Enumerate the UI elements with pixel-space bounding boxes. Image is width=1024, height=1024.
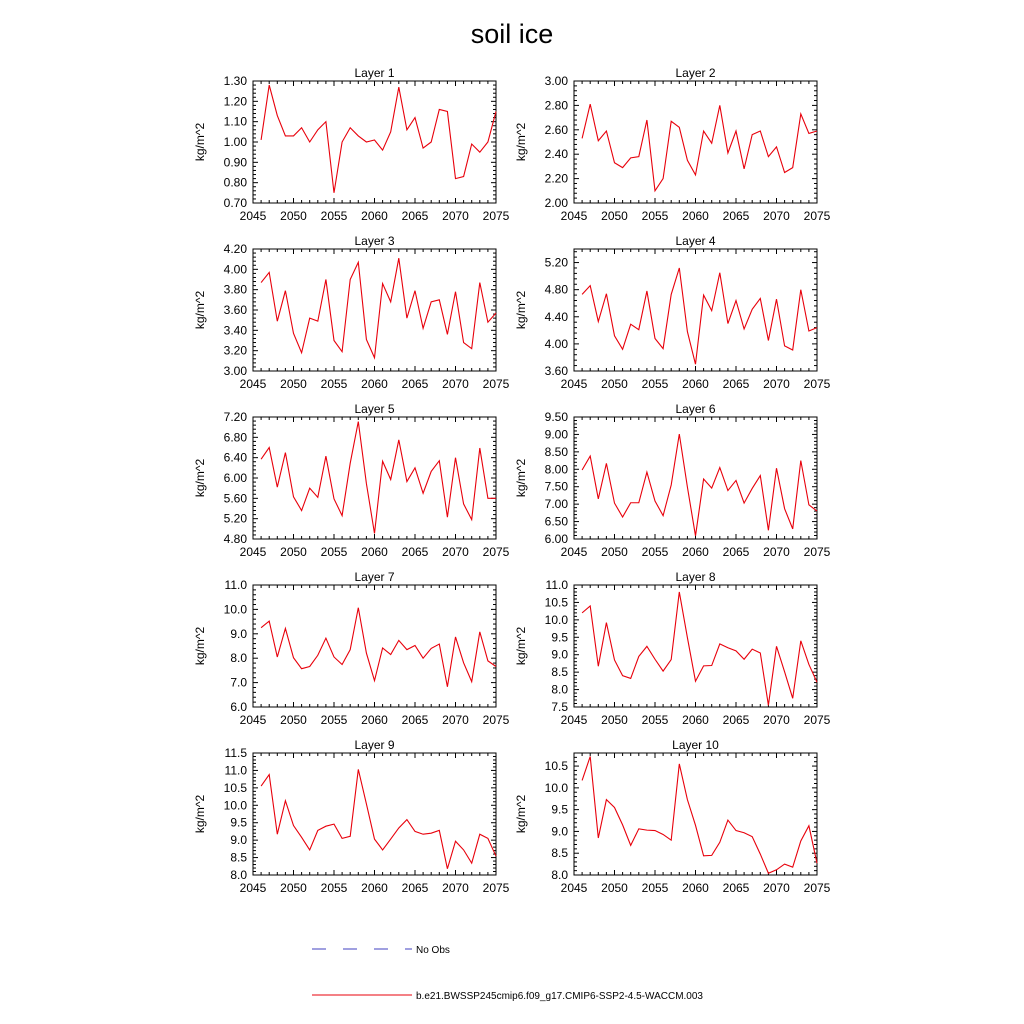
x-tick-label: 2075 [803,545,831,559]
x-tick-label: 2060 [682,545,709,559]
x-tick-label: 2065 [401,881,429,895]
x-tick-label: 2045 [560,545,588,559]
x-tick-label: 2065 [401,377,429,391]
x-tick-label: 2070 [763,209,790,223]
panel-title: Layer 1 [354,66,395,80]
y-tick-label: 3.60 [223,303,247,317]
x-tick-label: 2050 [280,377,307,391]
series-line [582,756,817,873]
y-tick-label: 9.00 [544,427,568,442]
x-tick-label: 2060 [361,377,388,391]
x-tick-label: 2060 [682,713,709,727]
panels-grid [193,66,831,895]
x-tick-label: 2055 [641,881,669,895]
y-axis-label: kg/m^2 [514,794,528,834]
y-tick-label: 6.80 [223,430,247,445]
x-tick-label: 2045 [239,377,267,391]
x-tick-label: 2060 [361,209,388,223]
panel-layer-3 [193,234,510,391]
series-line [261,769,496,868]
panel-layer-6 [514,402,831,559]
y-tick-label: 2.00 [544,196,568,210]
y-axis-label: kg/m^2 [193,122,207,162]
x-tick-label: 2055 [641,713,669,727]
x-tick-label: 2065 [722,377,750,391]
panel-layer-10 [514,738,831,895]
panel-title: Layer 6 [675,402,716,416]
y-tick-label: 0.70 [223,196,247,210]
y-tick-label: 4.00 [223,262,247,277]
x-tick-label: 2060 [682,209,709,223]
y-tick-label: 7.50 [544,479,568,494]
chart-title: soil ice [470,19,554,49]
panel-title: Layer 10 [672,738,719,752]
x-tick-label: 2055 [641,545,669,559]
x-tick-label: 2050 [601,881,628,895]
y-axis-label: kg/m^2 [514,458,528,498]
x-tick-label: 2070 [763,377,790,391]
x-tick-label: 2060 [361,713,388,727]
legend-obs-label: No Obs [416,945,450,956]
x-tick-label: 2065 [401,209,429,223]
x-tick-label: 2075 [803,881,831,895]
x-tick-label: 2045 [239,545,267,559]
series-line [582,104,817,191]
y-tick-label: 2.80 [544,98,568,113]
y-tick-label: 4.80 [223,532,247,546]
x-tick-label: 2075 [482,881,510,895]
y-tick-label: 4.80 [544,282,568,297]
x-tick-label: 2050 [601,545,628,559]
x-tick-label: 2050 [601,713,628,727]
panel-title: Layer 5 [354,402,395,416]
y-tick-label: 8.0 [230,868,247,882]
panel-layer-8 [514,570,831,727]
y-tick-label: 9.5 [551,630,568,645]
x-tick-label: 2070 [442,209,469,223]
y-tick-label: 3.00 [223,364,247,378]
panel-layer-9 [193,738,510,895]
y-tick-label: 10.5 [223,780,247,795]
y-tick-label: 8.0 [551,682,568,697]
x-tick-label: 2075 [482,377,510,391]
x-tick-label: 2075 [803,209,831,223]
y-tick-label: 8.0 [551,868,568,882]
plot-frame [253,81,496,203]
plot-frame [574,585,817,707]
x-tick-label: 2070 [442,713,469,727]
x-tick-label: 2065 [722,881,750,895]
y-tick-label: 8.5 [551,665,568,680]
panel-title: Layer 8 [675,570,716,584]
y-tick-label: 10.5 [544,759,568,774]
x-tick-label: 2065 [401,545,429,559]
x-tick-label: 2045 [239,713,267,727]
plot-frame [574,417,817,539]
y-tick-label: 8.5 [551,846,568,861]
x-tick-label: 2045 [560,713,588,727]
y-tick-label: 1.30 [223,74,247,88]
y-tick-label: 10.0 [223,798,247,813]
x-tick-label: 2075 [482,545,510,559]
y-tick-label: 3.40 [223,323,247,338]
y-tick-label: 8.00 [544,462,568,477]
x-tick-label: 2065 [401,713,429,727]
x-tick-label: 2075 [803,713,831,727]
y-tick-label: 10.0 [223,602,247,617]
y-tick-label: 3.80 [223,282,247,297]
y-tick-label: 11.0 [545,578,568,592]
x-tick-label: 2075 [482,209,510,223]
y-tick-label: 2.60 [544,122,568,137]
y-tick-label: 1.20 [223,94,247,109]
y-tick-label: 9.0 [230,626,247,641]
x-tick-label: 2045 [560,881,588,895]
x-tick-label: 2070 [442,545,469,559]
panel-title: Layer 2 [675,66,716,80]
x-tick-label: 2070 [442,377,469,391]
x-tick-label: 2050 [280,881,307,895]
y-tick-label: 10.0 [544,612,568,627]
y-tick-label: 10.0 [544,780,568,795]
panel-title: Layer 4 [675,234,716,248]
y-axis-label: kg/m^2 [193,794,207,834]
series-line [261,422,496,534]
x-tick-label: 2050 [280,713,307,727]
y-tick-label: 9.50 [544,410,568,424]
panel-layer-7 [193,570,510,727]
x-tick-label: 2045 [560,377,588,391]
x-tick-label: 2055 [320,881,348,895]
y-axis-label: kg/m^2 [193,626,207,666]
y-tick-label: 0.80 [223,175,247,190]
y-tick-label: 9.5 [230,815,247,830]
x-tick-label: 2075 [803,377,831,391]
x-tick-label: 2045 [560,209,588,223]
x-tick-label: 2070 [763,545,790,559]
y-tick-label: 10.5 [544,595,568,610]
y-axis-label: kg/m^2 [193,458,207,498]
y-tick-label: 11.0 [224,578,247,592]
x-tick-label: 2050 [601,377,628,391]
y-tick-label: 8.5 [230,850,247,865]
y-tick-label: 9.5 [551,802,568,817]
y-tick-label: 4.00 [544,336,568,351]
x-tick-label: 2055 [320,545,348,559]
panel-title: Layer 9 [354,738,395,752]
y-tick-label: 7.00 [544,497,568,512]
y-axis-label: kg/m^2 [514,626,528,666]
y-tick-label: 5.20 [223,511,247,526]
x-tick-label: 2065 [722,713,750,727]
x-tick-label: 2055 [320,713,348,727]
x-tick-label: 2055 [641,377,669,391]
plot-frame [253,585,496,707]
y-tick-label: 1.00 [223,135,247,149]
series-line [261,85,496,193]
y-axis-label: kg/m^2 [514,122,528,162]
y-tick-label: 6.00 [544,532,568,546]
legend [312,945,703,1002]
y-tick-label: 7.5 [551,700,568,714]
y-tick-label: 6.00 [223,471,247,485]
y-tick-label: 2.20 [544,171,568,186]
series-line [261,608,496,687]
y-tick-label: 8.50 [544,444,568,459]
y-tick-label: 7.0 [230,675,247,690]
x-tick-label: 2050 [280,545,307,559]
panel-layer-1 [193,66,510,223]
plot-frame [574,81,817,203]
plot-frame [574,249,817,371]
y-tick-label: 6.40 [223,450,247,465]
x-tick-label: 2060 [682,881,709,895]
x-tick-label: 2050 [280,209,307,223]
y-tick-label: 9.0 [551,824,568,839]
x-tick-label: 2060 [361,545,388,559]
y-tick-label: 9.0 [551,647,568,662]
x-tick-label: 2045 [239,881,267,895]
x-tick-label: 2055 [641,209,669,223]
y-tick-label: 11.5 [224,746,247,760]
y-tick-label: 8.0 [230,651,247,666]
panel-layer-5 [193,402,510,559]
y-tick-label: 5.20 [544,255,568,270]
x-tick-label: 2050 [601,209,628,223]
legend-model-label: b.e21.BWSSP245cmip6.f09_g17.CMIP6-SSP2-4.5-WACCM.003 [416,991,703,1002]
y-axis-label: kg/m^2 [514,290,528,330]
panel-layer-4 [514,234,831,391]
x-tick-label: 2055 [320,377,348,391]
y-tick-label: 4.20 [223,242,247,256]
y-tick-label: 9.0 [230,833,247,848]
y-tick-label: 4.40 [544,309,568,324]
y-tick-label: 3.60 [544,364,568,378]
panel-title: Layer 3 [354,234,395,248]
x-tick-label: 2060 [682,377,709,391]
series-line [582,434,817,536]
panel-title: Layer 7 [354,570,395,584]
y-tick-label: 7.20 [223,410,247,424]
y-tick-label: 1.10 [223,114,247,129]
y-tick-label: 0.90 [223,155,247,170]
x-tick-label: 2065 [722,209,750,223]
y-tick-label: 3.20 [223,343,247,358]
y-axis-label: kg/m^2 [193,290,207,330]
panel-layer-2 [514,66,831,223]
y-tick-label: 11.0 [224,763,247,778]
y-tick-label: 5.60 [223,491,247,506]
y-tick-label: 6.0 [230,700,247,714]
x-tick-label: 2065 [722,545,750,559]
x-tick-label: 2075 [482,713,510,727]
plot-frame [574,753,817,875]
x-tick-label: 2070 [442,881,469,895]
series-line [582,268,817,364]
x-tick-label: 2045 [239,209,267,223]
x-tick-label: 2060 [361,881,388,895]
y-tick-label: 3.00 [544,74,568,88]
x-tick-label: 2070 [763,881,790,895]
y-tick-label: 2.40 [544,147,568,162]
series-line [582,592,817,705]
y-tick-label: 6.50 [544,514,568,529]
x-tick-label: 2070 [763,713,790,727]
series-line [261,258,496,358]
x-tick-label: 2055 [320,209,348,223]
